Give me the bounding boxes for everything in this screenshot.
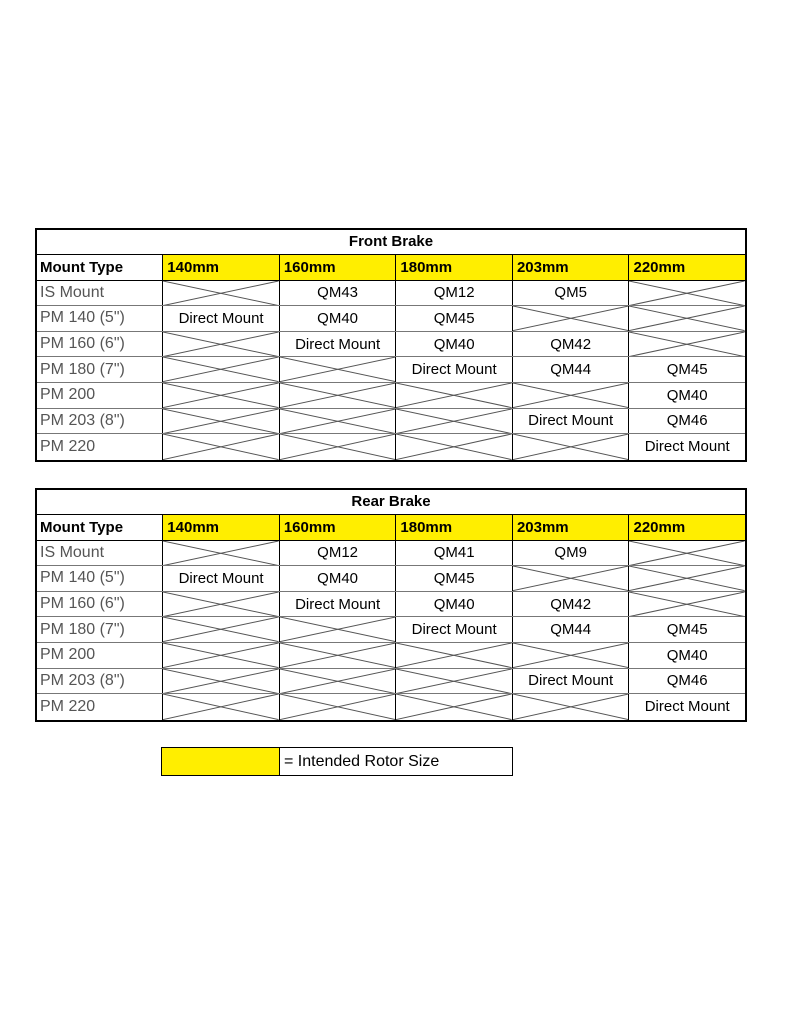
adapter-cell: QM46 [628, 669, 745, 694]
adapter-cell: QM40 [628, 643, 745, 668]
adapter-cell: QM45 [395, 566, 512, 591]
cross-icon [513, 566, 629, 591]
cross-icon [513, 694, 629, 720]
cross-icon [163, 592, 279, 617]
mount-type-label: PM 180 (7") [40, 620, 125, 638]
adapter-cell: QM43 [279, 281, 396, 306]
header-row [37, 515, 745, 541]
table-row [37, 643, 745, 669]
not-applicable-cell [279, 357, 396, 382]
cross-icon [629, 566, 745, 591]
header-size: 180mm [395, 515, 512, 540]
table-title: Front Brake [37, 230, 745, 255]
cross-icon [513, 643, 629, 668]
not-applicable-cell [395, 434, 512, 460]
table-row [37, 566, 745, 592]
header-size: 160mm [279, 515, 396, 540]
cross-icon [163, 434, 279, 460]
not-applicable-cell [162, 357, 279, 382]
not-applicable-cell [162, 694, 279, 720]
cross-icon [163, 541, 279, 566]
table-row [37, 434, 745, 460]
table-row [37, 592, 745, 618]
not-applicable-cell [162, 332, 279, 357]
not-applicable-cell [279, 409, 396, 434]
header-size: 203mm [512, 515, 629, 540]
table-row [37, 332, 745, 358]
cross-icon [513, 306, 629, 331]
table-title: Rear Brake [37, 490, 745, 515]
not-applicable-cell [512, 306, 629, 331]
cross-icon [280, 434, 396, 460]
not-applicable-cell [395, 669, 512, 694]
adapter-cell: QM44 [512, 357, 629, 382]
mount-type-label: IS Mount [40, 283, 105, 301]
cross-icon [396, 409, 512, 434]
mount-type-label: PM 200 [40, 386, 96, 404]
header-size: 160mm [279, 255, 396, 280]
not-applicable-cell [162, 383, 279, 408]
adapter-cell: Direct Mount [628, 434, 745, 460]
adapter-cell: QM45 [395, 306, 512, 331]
not-applicable-cell [279, 669, 396, 694]
adapter-cell: QM40 [628, 383, 745, 408]
header-size: 203mm [512, 255, 629, 280]
cross-icon [396, 669, 512, 694]
not-applicable-cell [628, 306, 745, 331]
adapter-cell: Direct Mount [395, 357, 512, 382]
adapter-cell: Direct Mount [279, 332, 396, 357]
header-size: 220mm [628, 515, 745, 540]
cross-icon [629, 332, 745, 357]
cross-icon [280, 357, 396, 382]
mount-type-label: PM 140 (5") [40, 309, 125, 327]
cross-icon [629, 541, 745, 566]
table-row [37, 694, 745, 720]
not-applicable-cell [162, 643, 279, 668]
not-applicable-cell [162, 592, 279, 617]
adapter-cell: Direct Mount [162, 306, 279, 331]
front-brake-table [35, 228, 747, 462]
not-applicable-cell [162, 281, 279, 306]
cross-icon [163, 357, 279, 382]
adapter-cell: QM40 [279, 566, 396, 591]
mount-type-label: PM 200 [40, 646, 96, 664]
not-applicable-cell [628, 592, 745, 617]
cross-icon [163, 669, 279, 694]
adapter-cell: Direct Mount [162, 566, 279, 591]
not-applicable-cell [162, 434, 279, 460]
cross-icon [513, 434, 629, 460]
legend [161, 747, 513, 776]
mount-type-label: PM 203 (8") [40, 411, 125, 429]
not-applicable-cell [512, 566, 629, 591]
adapter-cell: Direct Mount [395, 617, 512, 642]
header-row [37, 255, 745, 281]
not-applicable-cell [162, 669, 279, 694]
not-applicable-cell [628, 281, 745, 306]
cross-icon [163, 383, 279, 408]
adapter-cell: Direct Mount [628, 694, 745, 720]
mount-type-label: PM 180 (7") [40, 360, 125, 378]
table-row [37, 383, 745, 409]
cross-icon [629, 306, 745, 331]
adapter-cell: Direct Mount [279, 592, 396, 617]
mount-type-label: PM 220 [40, 697, 96, 715]
mount-type-label: PM 220 [40, 437, 96, 455]
cross-icon [163, 409, 279, 434]
adapter-cell: Direct Mount [512, 669, 629, 694]
rear-brake-table [35, 488, 747, 722]
table-row [37, 617, 745, 643]
adapter-cell: QM12 [395, 281, 512, 306]
table-row [37, 541, 745, 567]
table-row [37, 409, 745, 435]
header-mount-type: Mount Type [40, 518, 124, 536]
legend-swatch [162, 748, 280, 775]
header-size: 180mm [395, 255, 512, 280]
cross-icon [280, 694, 396, 720]
cross-icon [280, 383, 396, 408]
adapter-cell: QM45 [628, 617, 745, 642]
cross-icon [280, 643, 396, 668]
adapter-cell: QM9 [512, 541, 629, 566]
cross-icon [396, 434, 512, 460]
cross-icon [280, 669, 396, 694]
not-applicable-cell [279, 694, 396, 720]
cross-icon [280, 617, 396, 642]
not-applicable-cell [512, 694, 629, 720]
cross-icon [629, 281, 745, 306]
header-size: 140mm [162, 515, 279, 540]
not-applicable-cell [512, 643, 629, 668]
table-row [37, 669, 745, 695]
adapter-cell: QM44 [512, 617, 629, 642]
not-applicable-cell [628, 332, 745, 357]
cross-icon [163, 694, 279, 720]
not-applicable-cell [279, 617, 396, 642]
not-applicable-cell [395, 409, 512, 434]
header-mount-type: Mount Type [40, 258, 124, 276]
mount-type-label: PM 203 (8") [40, 671, 125, 689]
cross-icon [629, 592, 745, 617]
adapter-cell: QM5 [512, 281, 629, 306]
not-applicable-cell [279, 434, 396, 460]
adapter-cell: QM12 [279, 541, 396, 566]
mount-type-label: IS Mount [40, 543, 105, 561]
header-size: 220mm [628, 255, 745, 280]
adapter-cell: QM40 [395, 592, 512, 617]
adapter-cell: QM42 [512, 332, 629, 357]
header-size: 140mm [162, 255, 279, 280]
cross-icon [396, 694, 512, 720]
not-applicable-cell [628, 566, 745, 591]
not-applicable-cell [279, 383, 396, 408]
cross-icon [513, 383, 629, 408]
mount-type-label: PM 140 (5") [40, 569, 125, 587]
cross-icon [396, 643, 512, 668]
mount-type-label: PM 160 (6") [40, 595, 125, 613]
table-row [37, 306, 745, 332]
adapter-cell: Direct Mount [512, 409, 629, 434]
mount-type-label: PM 160 (6") [40, 335, 125, 353]
not-applicable-cell [162, 541, 279, 566]
adapter-cell: QM41 [395, 541, 512, 566]
legend-label: = Intended Rotor Size [284, 753, 440, 770]
cross-icon [163, 332, 279, 357]
adapter-cell: QM40 [395, 332, 512, 357]
adapter-cell: QM45 [628, 357, 745, 382]
cross-icon [163, 643, 279, 668]
table-row [37, 357, 745, 383]
cross-icon [163, 281, 279, 306]
not-applicable-cell [279, 643, 396, 668]
not-applicable-cell [162, 617, 279, 642]
not-applicable-cell [395, 383, 512, 408]
adapter-cell: QM42 [512, 592, 629, 617]
not-applicable-cell [162, 409, 279, 434]
not-applicable-cell [395, 694, 512, 720]
adapter-cell: QM46 [628, 409, 745, 434]
not-applicable-cell [395, 643, 512, 668]
not-applicable-cell [512, 434, 629, 460]
cross-icon [396, 383, 512, 408]
adapter-cell: QM40 [279, 306, 396, 331]
cross-icon [280, 409, 396, 434]
table-row [37, 281, 745, 307]
not-applicable-cell [628, 541, 745, 566]
cross-icon [163, 617, 279, 642]
not-applicable-cell [512, 383, 629, 408]
